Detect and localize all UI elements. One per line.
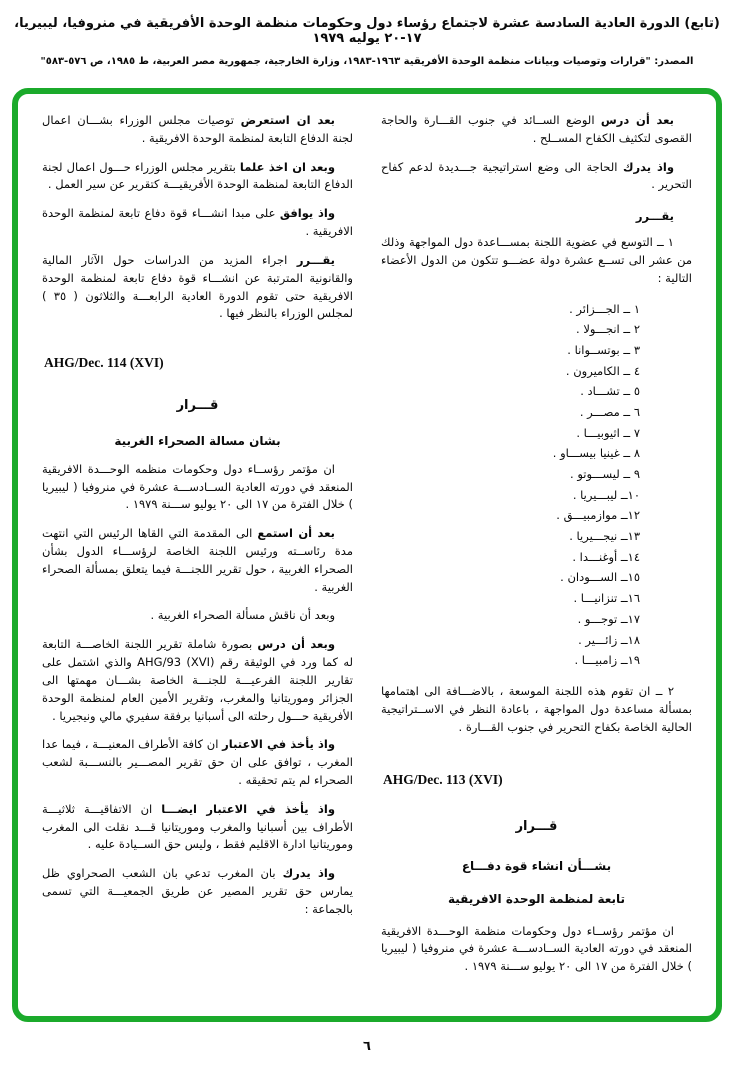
paragraph-text: توصيات مجلس الوزراء بشـــان اعمال لجنة الدفاع التابعة لمنظمة الوحدة الافريقية .: [42, 113, 353, 145]
paragraph-lead: بعد ان استعرض: [240, 113, 336, 127]
member-state-item: ١٢ــ موازمبيـــق .: [556, 508, 640, 523]
member-state-item: ٥ ــ تشـــاد .: [580, 384, 640, 399]
member-state-item: ٧ ــ اثيوبيـــا .: [576, 425, 640, 440]
paragraph-lead: يقـــرر: [296, 252, 335, 267]
member-state-item: ١٤ــ أوغنـــدا .: [572, 549, 640, 564]
member-states-list: [381, 299, 692, 671]
two-column-layout: [18, 94, 716, 1016]
decision-subtitle-1: بشـــأن انشاء قوة دفـــاع: [461, 859, 612, 874]
paragraph-studied-report: [42, 636, 353, 725]
paragraph-reviewed-recommendations: [42, 112, 353, 148]
paragraph-aware-morocco-claim: [42, 865, 353, 918]
member-state-item: ١٣ــ نيجـــيريا .: [569, 529, 640, 544]
member-state-item: ١٠ــ ليبـــيريا .: [572, 487, 640, 502]
paragraph-text: الوضع الســائد في جنوب القـــارة والحاجة القصوى لتكثيف الكفاح المســلح .: [381, 113, 692, 145]
paragraph-text: على مبدا انشـــاء قوة دفاع تابعة لمنظمة الوحدة الافريقية .: [42, 206, 353, 239]
paragraph-text: التوسع في عضوية اللجنة بمســـاعدة دول المواجهة وذلك من عشر الى تســع عشرة دولة عضـــو تتكون من الدول الأعضاء التالية :: [381, 235, 692, 285]
decision-title: قـــرار: [176, 398, 219, 414]
member-state-item: ٦ ــ مصـــر .: [579, 404, 640, 419]
paragraph-lead: واذ يأخذ في الاعتبار: [222, 737, 335, 752]
paragraph-lead: واذ يدرك: [282, 866, 335, 881]
header-source-citation: المصدر: "قرارات وتوصيات وبيانات منظمة الوحدة الأفريقية ١٩٦٣-١٩٨٣، وزارة الخارجية، جمهورية مصر العربية، ط ١٩٨٥، ص ٥٧٦-٥٨٣": [40, 56, 694, 67]
member-state-item: ٣ ــ بوتســوانا .: [567, 342, 640, 357]
decision-subtitle: بشان مسالة الصحراء الغربية: [114, 434, 281, 449]
member-state-item: ٨ ــ غينيا بيســـاو .: [552, 446, 640, 461]
member-state-item: ١٨ــ زائـــير .: [578, 632, 640, 647]
paragraph-lead: واذ يأخذ في الاعتبار ايضـــا: [161, 801, 335, 816]
member-state-item: ٩ ــ ليســـوتو .: [570, 467, 640, 481]
column-left: [42, 112, 353, 1016]
paragraph-text: بصورة شاملة تقرير اللجنة الخاصـــة التابعة له كما ورد في الوثيقة رقم AHG/93 (XVI) والذي اشتمل على تقارير اللجنة الفرعيـــة للجنـــة الخاصة بشـــان مهمتها الى الجزائر وموريتانيا والمغرب، وتقرير الأمين العام لمنظمة الوحدة الأفريقية حـــول رحلته الى أسبانيا برفقة سفيري مالي ونيجيريا .: [42, 637, 354, 723]
paragraph-lead: بعد أن استمع: [257, 526, 335, 541]
member-state-item: ١٩ــ زامبيـــا .: [574, 653, 640, 668]
paragraph-text: اجراء المزيد من الدراسات حول الآثار المالية والقانونية المترتبة عن انشـــاء قوة دفاع تابعة لمنظمة الوحدة الافريقية حتى تقوم الدورة العادية الرابعـــة والثلاثون ( ٣٥ ) لمجلس الوزراء بالنظر فيها .: [42, 252, 353, 321]
member-state-item: ٢ ــ انجـــولا .: [576, 322, 640, 337]
paragraph-text: بان المغرب تدعي بان الشعب الصحراوي ظل يمارس حق تقرير المصير عن طريق الجمعيـــة التي تسمى بالجماعة :: [42, 866, 353, 916]
member-state-item: ١٥ــ الســـودان .: [560, 570, 640, 585]
decision-reference-113: AHG/Dec. 113 (XVI): [383, 772, 503, 788]
column-right: [381, 112, 692, 1016]
decision-item-1: [381, 234, 692, 287]
paragraph-studied-situation: [381, 112, 692, 148]
paragraph-lead: بعد أن درس: [600, 113, 674, 127]
decision-item-2: [381, 683, 692, 736]
paragraph-new-strategy: [381, 159, 692, 195]
member-state-item: ١٦ــ تنزانيـــا .: [573, 591, 640, 606]
paragraph-conference-preamble: ان مؤتمر رؤســاء دول وحكومات منظمه الوحـــدة الافريقية المنعقد في دورته العادية الســادســـة عشرة في منروفيا ( ليبيريا ) خلال الفترة من ١٧ الى ٢٠ يوليو ســـنة ١٩٧٩ .: [42, 461, 353, 512]
paragraph-considering-agreement: [42, 801, 353, 854]
paragraph-discussed-sahara: وبعد أن ناقش مسألة الصحراء الغربية .: [150, 608, 335, 623]
member-state-item: ١ ــ الجـــزائر .: [569, 301, 640, 316]
paragraph-lead: وبعد ان اخذ علما: [239, 159, 335, 174]
paragraph-noted-report: [42, 159, 353, 195]
page-number: ٦: [363, 1039, 371, 1054]
paragraph-lead: واذ يدرك: [622, 159, 674, 174]
paragraph-conference-preamble: ان مؤتمر رؤســاء دول وحكومات منظمة الوحـــدة الافريقية المنعقد في دورته العادية الســادســـة عشرة في منروفيا ( ليبيريا ) خلال الفترة من ١٧ الى ٢٠ يوليو ســـنة ١٩٧٩ .: [381, 923, 692, 974]
content-border-frame: [12, 88, 722, 1022]
item-number: ١ ــ: [656, 235, 674, 250]
paragraph-lead: واذ يوافق: [279, 206, 335, 221]
paragraph-agrees-principle: [42, 205, 353, 241]
decides-heading: يقـــرر: [635, 209, 674, 224]
member-state-item: ٤ ــ الكاميرون .: [565, 363, 640, 378]
page-footer: [0, 1039, 734, 1054]
member-state-item: ١٧ــ توجـــو .: [577, 611, 640, 626]
decision-subtitle-2: تابعة لمنظمة الوحدة الافريقية: [447, 891, 626, 906]
paragraph-text: ان كافة الأطراف المعنيـــة ، فيما عدا المغرب ، توافق على ان حق تقرير المصـــير بالنســـبة لشعب الصحراء لم يتم تحقيقه .: [42, 737, 353, 787]
paragraph-text: الحاجة الى وضع استراتيجية جـــديدة لدعم كفاح التحرير .: [381, 159, 692, 192]
paragraph-considering-parties: [42, 736, 353, 789]
paragraph-text: بتقرير مجلس الوزراء حـــول اعمال لجنة الدفاع التابعة لمنظمة الوحدة الأفريقيـــة كتقرير عن سير العمل .: [42, 159, 353, 192]
paragraph-text: الى المقدمة التي القاها الرئيس التي انتهت مدة رئاســته ورئيس اللجنة الخاصة لرؤســـاء الدول بشأن الصحراء الغربية ، حول تقرير اللجنـــة فيما يتعلق بمسألة الصحراء الغربية .: [42, 526, 353, 594]
paragraph-listened-introduction: [42, 525, 353, 596]
paragraph-text: ان الاتفاقيـــة ثلاثيـــة الأطراف بين أسبانيا والمغرب وموريتانيا قـــد نقلت الى المغرب وموريتانيا ادارة الاقليم فقط ، وليس حق الســيادة عليه .: [42, 801, 353, 852]
page-header: [0, 0, 734, 67]
header-session-title: (تابع) الدورة العادية السادسة عشرة لاجتماع رؤساء دول وحكومات منظمة الوحدة الأفريقية في منروفيا، ليبيريا، ١٧-٢٠ يوليه ١٩٧٩: [14, 16, 720, 46]
paragraph-text: ان تقوم هذه اللجنة الموسعة ، بالاضـــافة الى اهتمامها بمسألة مساعدة دول المواجهة ، باعادة النظر في الاســتراتيجية الحالية الخاصة بكفاح التحرير في جنوب القـــارة .: [381, 683, 692, 734]
decision-title: قـــرار: [515, 819, 558, 835]
item-number: ٢ ــ: [655, 683, 675, 698]
decision-reference-114: AHG/Dec. 114 (XVI): [44, 355, 164, 371]
paragraph-decides-studies: [42, 252, 353, 323]
paragraph-lead: وبعد أن درس: [257, 637, 336, 652]
